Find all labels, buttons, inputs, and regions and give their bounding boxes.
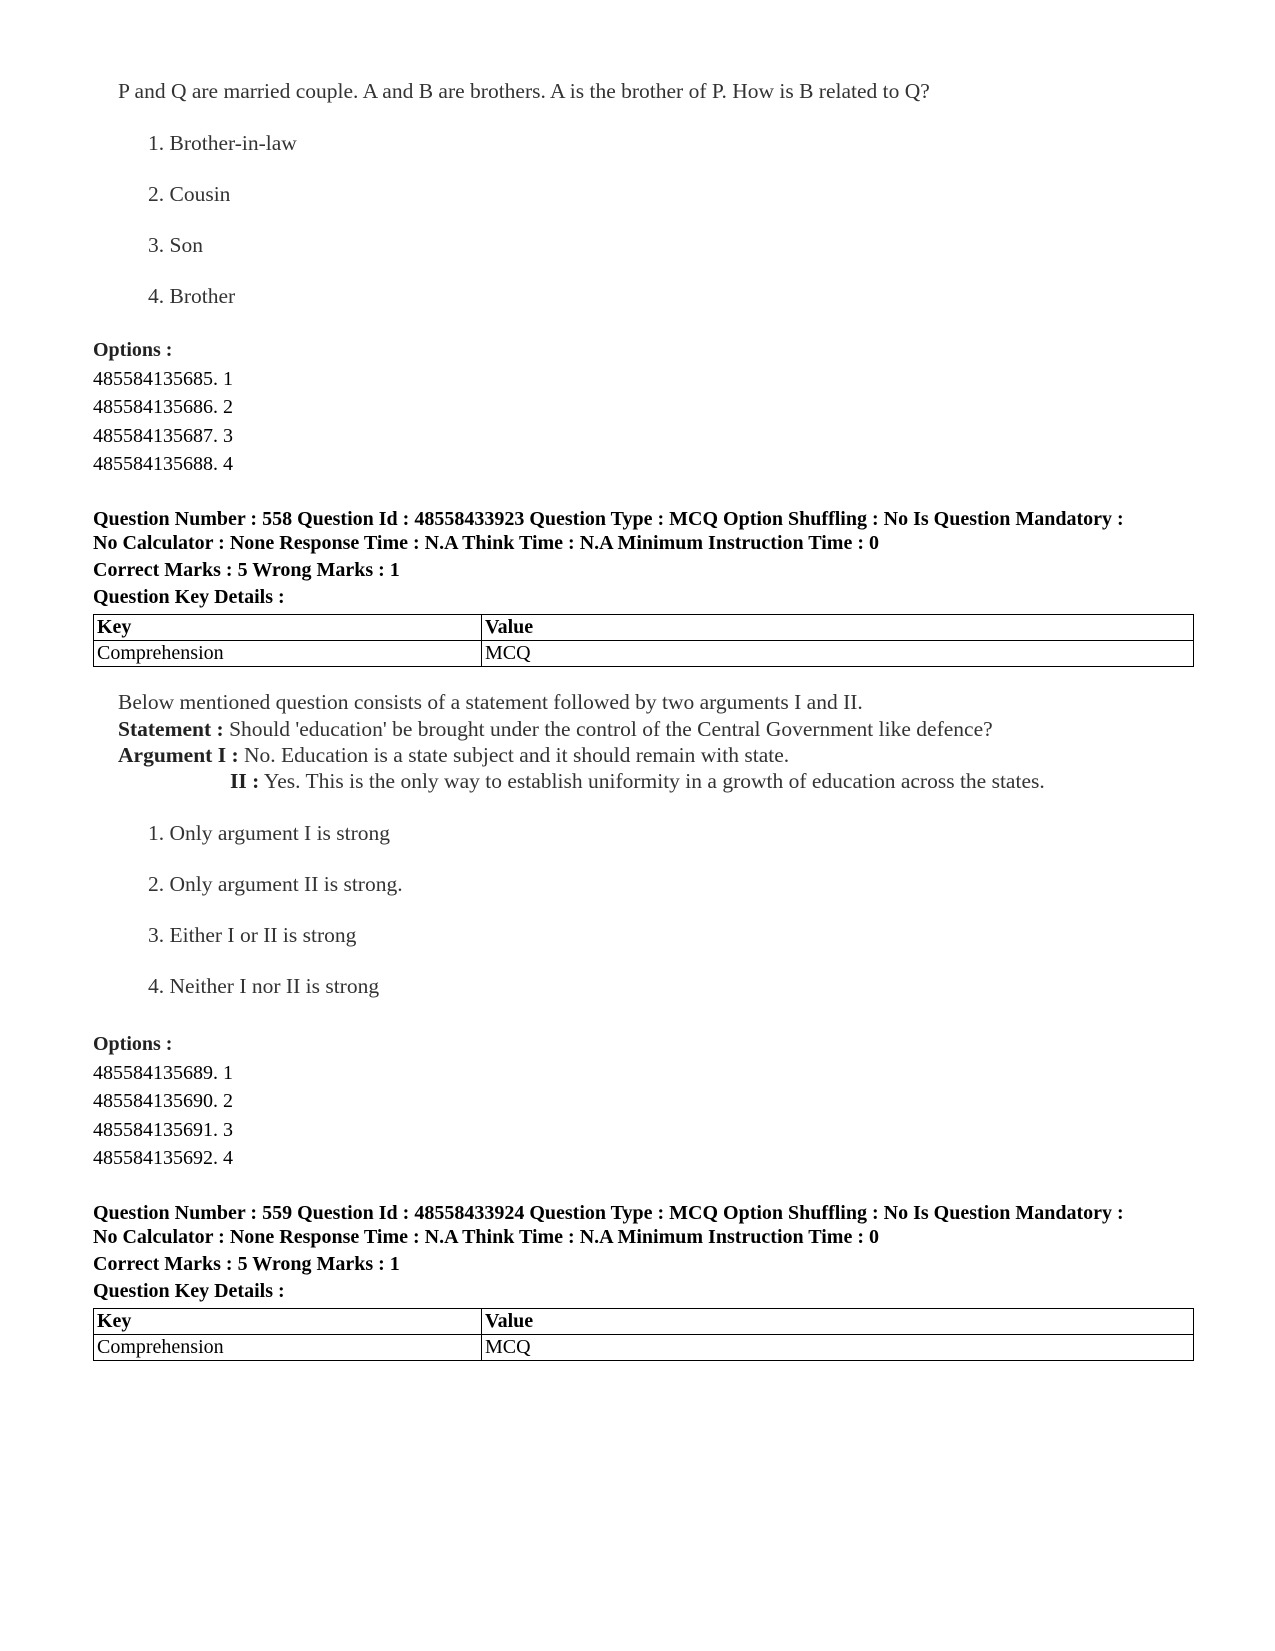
table-cell-key: Comprehension — [94, 1335, 482, 1361]
table-header-key: Key — [94, 615, 482, 641]
q557-choice-3: 3. Son — [148, 233, 203, 257]
q557-option-3: 485584135687. 3 — [93, 424, 233, 447]
table-cell-value: MCQ — [482, 641, 1194, 667]
q557-option-1: 485584135685. 1 — [93, 367, 233, 390]
q558-option-3: 485584135691. 3 — [93, 1118, 233, 1141]
q558-choice-2: 2. Only argument II is strong. — [148, 872, 403, 896]
q558-options-block — [93, 1030, 233, 1173]
q557-option-2: 485584135686. 2 — [93, 396, 233, 418]
q558-meta-line-1: Question Number : 558 Question Id : 48558433923 Question Type : MCQ Option Shuffling : No Is Question Mandatory : — [93, 508, 1124, 530]
q559-marks: Correct Marks : 5 Wrong Marks : 1 — [93, 1253, 400, 1275]
table-header-value: Value — [482, 615, 1194, 641]
q558-choice-3: 3. Either I or II is strong — [148, 923, 357, 947]
table-header-key: Key — [94, 1309, 482, 1335]
q558-intro: Below mentioned question consists of a statement followed by two arguments I and II. — [118, 690, 863, 714]
q558-key-details-label: Question Key Details : — [93, 586, 285, 608]
table-cell-value: MCQ — [482, 1335, 1194, 1361]
statement-text: Should 'education' be brought under the control of the Central Government like defence? — [229, 717, 993, 741]
q558-choice-1: 1. Only argument I is strong — [148, 821, 391, 845]
argument-2-label: II : — [230, 769, 260, 793]
q558-choice-4: 4. Neither I nor II is strong — [148, 974, 380, 998]
q558-marks: Correct Marks : 5 Wrong Marks : 1 — [93, 559, 400, 581]
q557-options-block — [93, 336, 233, 479]
question-557-text: P and Q are married couple. A and B are brothers. A is the brother of P. How is B related to Q? — [118, 79, 930, 103]
q559-meta — [93, 1201, 1124, 1249]
q557-options-label: Options : — [93, 339, 173, 361]
table-row — [94, 1335, 1194, 1361]
q558-argument-1 — [118, 743, 789, 768]
table-cell-key: Comprehension — [94, 641, 482, 667]
q558-argument-2 — [230, 769, 1045, 794]
q558-key-table — [93, 614, 1194, 667]
q559-key-table — [93, 1308, 1194, 1361]
q558-options-label: Options : — [93, 1033, 173, 1055]
argument-1-label: I : — [217, 743, 239, 767]
argument-label: Argument — [118, 743, 213, 767]
q559-key-details-label: Question Key Details : — [93, 1280, 285, 1302]
statement-label: Statement : — [118, 717, 224, 741]
q559-meta-line-1: Question Number : 559 Question Id : 48558433924 Question Type : MCQ Option Shuffling : No Is Question Mandatory : — [93, 1202, 1124, 1224]
q558-option-4: 485584135692. 4 — [93, 1147, 233, 1169]
argument-1-text: No. Education is a state subject and it should remain with state. — [244, 743, 790, 767]
table-header-row — [94, 1309, 1194, 1335]
q557-choice-2: 2. Cousin — [148, 182, 231, 206]
q558-option-2: 485584135690. 2 — [93, 1090, 233, 1112]
q557-choice-1: 1. Brother-in-law — [148, 131, 297, 155]
q558-statement — [118, 717, 993, 742]
q557-choice-4: 4. Brother — [148, 284, 236, 308]
table-header-value: Value — [482, 1309, 1194, 1335]
q558-meta-line-2: No Calculator : None Response Time : N.A Think Time : N.A Minimum Instruction Time : 0 — [93, 532, 879, 554]
table-header-row — [94, 615, 1194, 641]
q559-meta-line-2: No Calculator : None Response Time : N.A Think Time : N.A Minimum Instruction Time : 0 — [93, 1226, 879, 1248]
q558-option-1: 485584135689. 1 — [93, 1061, 233, 1084]
table-row — [94, 641, 1194, 667]
argument-2-text: Yes. This is the only way to establish uniformity in a growth of education across the states. — [263, 769, 1045, 793]
q557-option-4: 485584135688. 4 — [93, 453, 233, 475]
q558-meta — [93, 507, 1124, 555]
